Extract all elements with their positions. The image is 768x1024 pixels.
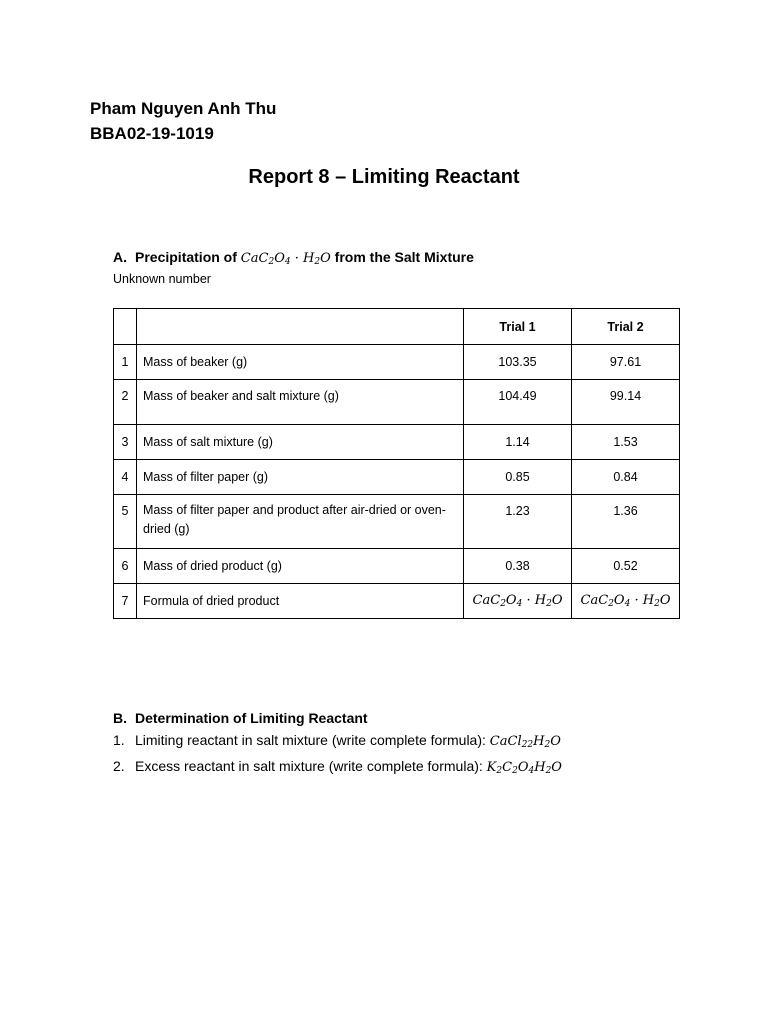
list-item-number: 2. [113, 758, 125, 774]
trial-1-value: 103.35 [464, 345, 572, 380]
section-b-heading [113, 710, 368, 726]
author-block [90, 96, 276, 146]
table-header-row [114, 309, 680, 345]
trial-2-value: 1.53 [572, 425, 680, 460]
trial-2-formula-text: $CaC_2O_4 \cdot H_2O$ [580, 593, 671, 609]
trial-2-value: 97.61 [572, 345, 680, 380]
table-row [114, 584, 680, 619]
section-b-heading-text: Determination of Limiting Reactant [135, 710, 368, 726]
row-label: Formula of dried product [137, 584, 464, 619]
header-num [114, 309, 137, 345]
row-label: Mass of beaker (g) [137, 345, 464, 380]
row-number: 1 [114, 345, 137, 380]
trial-1-formula [464, 584, 572, 619]
trial-2-value: 1.36 [572, 495, 680, 549]
section-a-marker: A. [113, 249, 127, 265]
header-trial-2: Trial 2 [572, 309, 680, 345]
trial-1-value: 1.23 [464, 495, 572, 549]
list-item [113, 730, 562, 756]
row-number: 7 [114, 584, 137, 619]
trial-1-formula-text: $CaC_2O_4 \cdot H_2O$ [472, 593, 563, 609]
trial-2-formula [572, 584, 680, 619]
section-a-formula: $CaC_2O_4 \cdot H_2O$ [240, 251, 331, 267]
trial-1-value: 0.38 [464, 549, 572, 584]
row-label: Mass of salt mixture (g) [137, 425, 464, 460]
row-label: Mass of beaker and salt mixture (g) [137, 380, 464, 425]
section-b-list [113, 730, 562, 782]
list-item-text: Excess reactant in salt mixture (write complete formula): [135, 758, 483, 774]
report-title: Report 8 – Limiting Reactant [248, 166, 520, 188]
trial-2-value: 0.52 [572, 549, 680, 584]
table-row [114, 460, 680, 495]
section-a-heading-prefix: Precipitation of [135, 249, 237, 265]
list-item [113, 756, 562, 782]
trial-1-value: 104.49 [464, 380, 572, 425]
row-number: 6 [114, 549, 137, 584]
excess-reactant-formula: $K_2C_2O_4H_2O$ [486, 760, 562, 776]
unknown-number-label: Unknown number [113, 272, 211, 286]
table-row [114, 425, 680, 460]
header-desc [137, 309, 464, 345]
list-item-text: Limiting reactant in salt mixture (write complete formula): [135, 732, 486, 748]
row-number: 3 [114, 425, 137, 460]
table-row [114, 495, 680, 549]
section-a-heading [113, 249, 474, 267]
trial-2-value: 99.14 [572, 380, 680, 425]
list-item-number: 1. [113, 732, 125, 748]
row-number: 5 [114, 495, 137, 549]
row-number: 2 [114, 380, 137, 425]
row-label: Mass of dried product (g) [137, 549, 464, 584]
header-trial-1: Trial 1 [464, 309, 572, 345]
trial-1-value: 0.85 [464, 460, 572, 495]
table-row [114, 345, 680, 380]
row-number: 4 [114, 460, 137, 495]
author-name: Pham Nguyen Anh Thu [90, 99, 277, 118]
trial-1-value: 1.14 [464, 425, 572, 460]
section-a-heading-suffix: from the Salt Mixture [334, 249, 474, 265]
table-row [114, 549, 680, 584]
trial-2-value: 0.84 [572, 460, 680, 495]
row-label: Mass of filter paper (g) [137, 460, 464, 495]
student-id: BBA02-19-1019 [90, 124, 214, 143]
table-row [114, 380, 680, 425]
limiting-reactant-formula: $CaCl_{22}H_2O$ [489, 734, 561, 750]
row-label: Mass of filter paper and product after air-dried or oven-dried (g) [137, 495, 464, 549]
results-table [113, 308, 680, 619]
section-b-marker: B. [113, 710, 127, 726]
